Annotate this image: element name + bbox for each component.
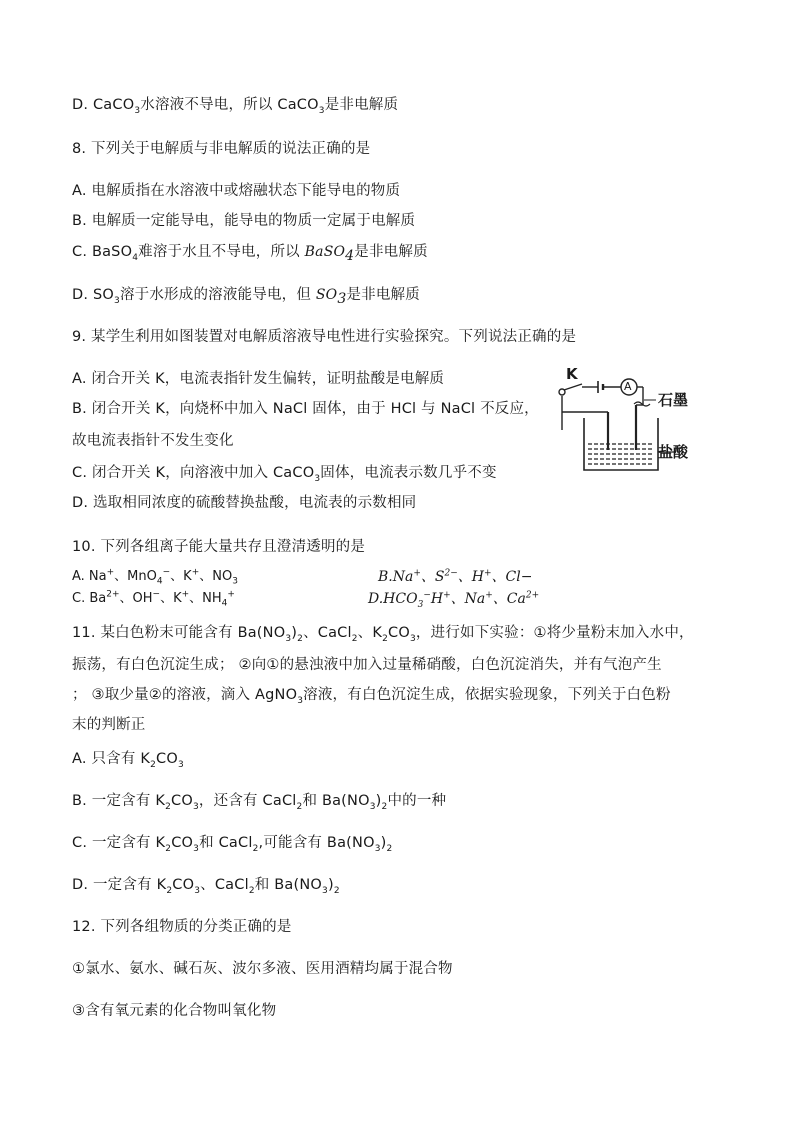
switch-lever bbox=[564, 384, 582, 390]
question-7-option-d: D. CaCO$_3$水溶液不导电，所以 CaCO$_3$是非电解质 bbox=[72, 97, 399, 116]
ammeter-label: A bbox=[624, 380, 632, 393]
question-8-option-d: D. $SO_3$溶于水形成的溶液能导电，但 $SO_3$是非电解质 bbox=[72, 287, 420, 307]
question-10-option-c: C. $Ba^{2+}$、OH−、K+、$NH_4^+$ bbox=[72, 589, 235, 609]
question-12-item-1: ①氯水、氨水、碱石灰、波尔多液、医用酒精均属于混合物 bbox=[72, 961, 453, 977]
question-9-option-b-line2: 故电流表指针不发生变化 bbox=[72, 433, 234, 449]
switch-k-label: K bbox=[566, 365, 578, 383]
question-11-line-4: 末的判断正 bbox=[72, 717, 146, 733]
question-10-option-b: B.Na+、$S^{2-}$、H+、Cl− bbox=[378, 568, 533, 585]
question-9-option-d: D. 选取相同浓度的硫酸替换盐酸，电流表的示数相同 bbox=[72, 495, 417, 511]
question-11-line-1: 11. 某白色粉末可能含有 $Ba(NO_3)_2$、CaCl$_2$、$K_2CO_3$，进行如下实验：①将少量粉末加入水中， bbox=[72, 625, 694, 644]
question-11-line-3: ； ③取少量②的溶液，滴入 AgNO$_3$溶液，有白色沉淀生成，依据实验现象，下列关于白色粉 bbox=[72, 687, 671, 706]
question-8-option-b: B. 电解质一定能导电，能导电的物质一定属于电解质 bbox=[72, 213, 416, 229]
question-12-item-3: ③含有氧元素的化合物叫氧化物 bbox=[72, 1003, 277, 1019]
hydrochloric-acid-label: 盐酸 bbox=[658, 443, 689, 461]
question-10-option-d: $D.HCO_3^-H^+$、Na+、$Ca^{2+}$ bbox=[368, 590, 540, 610]
question-9-stem: 9. 某学生利用如图装置对电解质溶液导电性进行实验探究。下列说法正确的是 bbox=[72, 329, 577, 345]
question-11-option-a: A. 只含有 $K_2CO_3$ bbox=[72, 751, 184, 770]
question-11-line-2: 振荡，有白色沉淀生成； ②向①的悬浊液中加入过量稀硝酸，白色沉淀消失，并有气泡产生 bbox=[72, 657, 662, 673]
question-8-option-a: A. 电解质指在水溶液中或熔融状态下能导电的物质 bbox=[72, 183, 401, 199]
question-12-stem: 12. 下列各组物质的分类正确的是 bbox=[72, 919, 292, 935]
question-8-option-c: C. BaSO$_4$难溶于水且不导电，所以 BaSO$_4$是非电解质 bbox=[72, 244, 428, 264]
question-11-option-b: B. 一定含有 $K_2CO_3$，还含有 CaCl$_2$和 $Ba(NO_3)_2$中的一种 bbox=[72, 793, 447, 812]
graphite-label: 石墨 bbox=[658, 391, 689, 409]
question-11-option-c: C. 一定含有 $K_2CO_3$和 CaCl$_2$,可能含有 $Ba(NO_3)_2$ bbox=[72, 835, 393, 854]
hydrochloric-acid-solution bbox=[588, 444, 654, 464]
question-9-option-a: A. 闭合开关 K，电流表指针发生偏转，证明盐酸是电解质 bbox=[72, 371, 445, 387]
question-10-stem: 10. 下列各组离子能大量共存且澄清透明的是 bbox=[72, 539, 366, 555]
question-9-option-b-line1: B. 闭合开关 K，向烧杯中加入 NaCl 固体，由于 HCl 与 NaCl 不反应， bbox=[72, 401, 539, 417]
question-11-option-d: D. 一定含有 $K_2CO_3$、CaCl$_2$和 $Ba(NO_3)_2$ bbox=[72, 877, 340, 896]
question-8-stem: 8. 下列关于电解质与非电解质的说法正确的是 bbox=[72, 141, 371, 157]
question-10-option-a: A. Na+、MnO$_4$−、K+、$NO_3$ bbox=[72, 567, 238, 587]
question-9-option-c: C. 闭合开关 K，向溶液中加入 CaCO$_3$固体，电流表示数几乎不变 bbox=[72, 465, 497, 484]
conductivity-apparatus-figure bbox=[548, 360, 698, 480]
